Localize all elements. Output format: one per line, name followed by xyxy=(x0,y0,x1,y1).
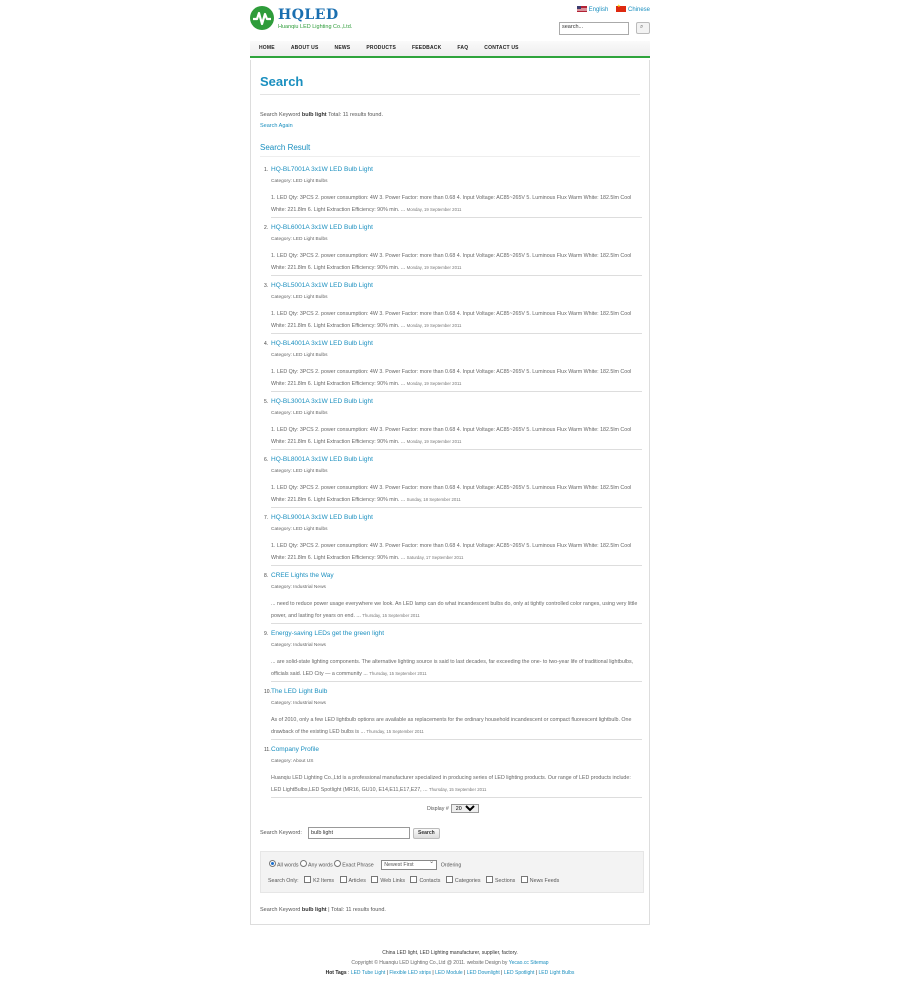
result-category: Category: About US xyxy=(271,759,314,764)
list-item: 5. HQ-BL3001A 3x1W LED Bulb Light Category: LED Light Bulbs 1. LED Qty: 3PCS 2. power consumption: 4W 3. Power Factor: more than 0.68 4. Input Voltage: AC85~265V 5. Luminous Flux Warm White: 182.5lm Cool White: 221.8lm 6. Light Extraction Efficiency: 90% min. ... Monday, 19 September 2011 xyxy=(260,393,642,451)
result-title-link[interactable]: HQ-BL9001A 3x1W LED Bulb Light xyxy=(271,514,373,521)
result-title-link[interactable]: Energy-saving LEDs get the green light xyxy=(271,630,385,637)
checkbox-k2-items[interactable] xyxy=(304,876,311,883)
page-title: Search xyxy=(260,74,304,89)
ordering-label: Ordering xyxy=(440,862,462,869)
result-title-link[interactable]: HQ-BL3001A 3x1W LED Bulb Light xyxy=(271,398,373,405)
result-category: Category: Industrial News xyxy=(271,643,326,648)
nav-home[interactable]: HOME xyxy=(259,45,275,51)
result-description: As of 2010, only a few LED lightbulb options are available as replacements for the ordinary household incandescent or compact fluorescent lightbulb. One drawback of the existing LED bulbs is ... Thursday, 15 September 2011 xyxy=(271,717,632,735)
main-nav xyxy=(250,41,650,58)
hot-tag-link[interactable]: LED Spotlight xyxy=(503,970,535,976)
nav-news[interactable]: NEWS xyxy=(334,45,351,51)
header-search-input[interactable]: search... xyxy=(559,22,629,35)
result-title-link[interactable]: HQ-BL4001A 3x1W LED Bulb Light xyxy=(271,340,373,347)
result-category: Category: LED Light Bulbs xyxy=(271,469,328,474)
ordering-select[interactable]: Newest First ⌄ xyxy=(381,860,437,870)
list-item: 10. The LED Light Bulb Category: Industrial News As of 2010, only a few LED lightbulb options are available as replacements for the ordinary household incandescent or compact fluorescent lightbulb. One drawback of the existing LED bulbs is ... Thursday, 15 September 2011 xyxy=(260,683,642,741)
result-title-link[interactable]: HQ-BL5001A 3x1W LED Bulb Light xyxy=(271,282,373,289)
logo-wave-icon xyxy=(250,6,274,30)
nav-about-us[interactable]: ABOUT US xyxy=(290,45,319,51)
lang-english-link[interactable]: English xyxy=(588,7,609,13)
list-item: 4. HQ-BL4001A 3x1W LED Bulb Light Category: LED Light Bulbs 1. LED Qty: 3PCS 2. power consumption: 4W 3. Power Factor: more than 0.68 4. Input Voltage: AC85~265V 5. Luminous Flux Warm White: 182.5lm Cool White: 221.8lm 6. Light Extraction Efficiency: 90% min. ... Monday, 19 September 2011 xyxy=(260,335,642,393)
nav-feedback[interactable]: FEEDBACK xyxy=(412,45,442,51)
us-flag-icon[interactable] xyxy=(577,6,587,12)
result-description: 1. LED Qty: 3PCS 2. power consumption: 4W 3. Power Factor: more than 0.68 4. Input Voltage: AC85~265V 5. Luminous Flux Warm White: 182.5lm Cool White: 221.8lm 6. Light Extraction Efficiency: 90% min. ... Monday, 19 September 2011 xyxy=(271,311,632,329)
divider xyxy=(260,156,640,157)
result-description: 1. LED Qty: 3PCS 2. power consumption: 4W 3. Power Factor: more than 0.68 4. Input Voltage: AC85~265V 5. Luminous Flux Warm White: 182.5lm Cool White: 221.8lm 6. Light Extraction Efficiency: 90% min. ... Sunday, 18 September 2011 xyxy=(271,485,632,503)
logo-subtitle: Huanqiu LED Lighting Co.,Ltd. xyxy=(278,24,353,30)
result-description: 1. LED Qty: 3PCS 2. power consumption: 4W 3. Power Factor: more than 0.68 4. Input Voltage: AC85~265V 5. Luminous Flux Warm White: 182.5lm Cool White: 221.8lm 6. Light Extraction Efficiency: 90% min. ... Monday, 19 September 2011 xyxy=(271,195,632,213)
footer-hot-tags: Hot Tags : LED Tube Light | Flexible LED strips | LED Module | LED Downlight | LED Spotlight | LED Light Bulbs xyxy=(325,970,575,976)
footer xyxy=(0,948,900,978)
result-category: Category: Industrial News xyxy=(271,701,326,706)
language-switcher xyxy=(577,6,650,13)
result-title-link[interactable]: Company Profile xyxy=(271,746,320,753)
result-category: Category: Industrial News xyxy=(271,585,326,590)
radio-exact-phrase[interactable] xyxy=(334,860,341,867)
list-item: 9. Energy-saving LEDs get the green light Category: Industrial News ... are solid-state lighting components. The alternative lighting source is said to last decades, far exceeding the one- to two-year life of traditional lightbulbs, officials said. LED City — a community ... Thursday, 15 September 2011 xyxy=(260,625,642,683)
display-count: Display # 20 xyxy=(427,804,479,813)
result-category: Category: LED Light Bulbs xyxy=(271,411,328,416)
content-box xyxy=(250,60,650,925)
result-title-link[interactable]: HQ-BL6001A 3x1W LED Bulb Light xyxy=(271,224,373,231)
search-keyword-label: Search Keyword: xyxy=(260,830,302,836)
nav-contact-us[interactable]: CONTACT US xyxy=(484,45,519,51)
checkbox-web-links[interactable] xyxy=(371,876,378,883)
sitemap-link[interactable]: Sitemap xyxy=(530,960,549,966)
result-category: Category: LED Light Bulbs xyxy=(271,295,328,300)
logo-title: HQLED xyxy=(278,7,339,23)
hot-tag-link[interactable]: LED Light Bulbs xyxy=(538,970,575,976)
list-item: 11. Company Profile Category: About US Huanqiu LED Lighting Co.,Ltd is a professional manufacturer specialized in producing series of LED lighting products. Our range of LED products include: LED LightBulbs,LED Spotlight (MR16, GU10, E14,E11,E17,E27, ... Thursday, 15 September 2011 xyxy=(260,741,642,799)
search-keyword: bulb light xyxy=(301,112,327,118)
list-item: 7. HQ-BL9001A 3x1W LED Bulb Light Category: LED Light Bulbs 1. LED Qty: 3PCS 2. power consumption: 4W 3. Power Factor: more than 0.68 4. Input Voltage: AC85~265V 5. Luminous Flux Warm White: 182.5lm Cool White: 221.8lm 6. Light Extraction Efficiency: 90% min. ... Saturday, 17 September 2011 xyxy=(260,509,642,567)
results-list xyxy=(260,161,642,799)
lang-chinese-link[interactable]: Chinese xyxy=(627,7,650,13)
search-options-panel xyxy=(260,851,644,893)
result-description: 1. LED Qty: 3PCS 2. power consumption: 4W 3. Power Factor: more than 0.68 4. Input Voltage: AC85~265V 5. Luminous Flux Warm White: 182.5lm Cool White: 221.8lm 6. Light Extraction Efficiency: 90% min. ... Monday, 19 September 2011 xyxy=(271,427,632,445)
result-category: Category: LED Light Bulbs xyxy=(271,353,328,358)
list-item: 1. HQ-BL7001A 3x1W LED Bulb Light Category: LED Light Bulbs 1. LED Qty: 3PCS 2. power consumption: 4W 3. Power Factor: more than 0.68 4. Input Voltage: AC85~265V 5. Luminous Flux Warm White: 182.5lm Cool White: 221.8lm 6. Light Extraction Efficiency: 90% min. ... Monday, 19 September 2011 xyxy=(260,161,642,219)
checkbox-news-feeds[interactable] xyxy=(521,876,528,883)
hot-tag-link[interactable]: LED Tube Light xyxy=(350,970,386,976)
bottom-search-summary: Search Keyword bulb light | Total: 11 results found. xyxy=(260,907,386,913)
result-description: ... need to reduce power usage everywhere we look. An LED lamp can do what incandescent bulbs do, only at tightly controlled color ranges, using very little power, and lasting for years on end. ... Thursday, 15 September 2011 xyxy=(271,601,638,619)
list-item: 8. CREE Lights the Way Category: Industrial News ... need to reduce power usage everywhere we look. An LED lamp can do what incandescent bulbs do, only at tightly controlled color ranges, using very little power, and lasting for years on end. ... Thursday, 15 September 2011 xyxy=(260,567,642,625)
result-description: ... are solid-state lighting components. The alternative lighting source is said to last decades, far exceeding the one- to two-year life of traditional lightbulbs, officials said. LED City — a community ... Thursday, 15 September 2011 xyxy=(271,659,634,677)
hot-tag-link[interactable]: Flexible LED strips xyxy=(389,970,432,976)
result-title-link[interactable]: The LED Light Bulb xyxy=(271,688,328,695)
nav-products[interactable]: PRODUCTS xyxy=(366,45,397,51)
hot-tag-link[interactable]: LED Module xyxy=(435,970,463,976)
result-category: Category: LED Light Bulbs xyxy=(271,179,328,184)
search-result-heading: Search Result xyxy=(260,143,311,152)
header-search-button[interactable] xyxy=(636,22,650,34)
result-description: Huanqiu LED Lighting Co.,Ltd is a professional manufacturer specialized in producing series of LED lighting products. Our range of LED products include: LED LightBulbs,LED Spotlight (MR16, GU10, E14,E11,E17,E27, ... Thursday, 15 September 2011 xyxy=(271,775,631,793)
result-title-link[interactable]: CREE Lights the Way xyxy=(271,572,334,579)
radio-any-words[interactable] xyxy=(300,860,307,867)
checkbox-sections[interactable] xyxy=(486,876,493,883)
search-keyword-input[interactable] xyxy=(308,827,410,839)
display-count-select[interactable] xyxy=(451,804,479,813)
hot-tag-link[interactable]: LED Downlight xyxy=(466,970,500,976)
list-item: 2. HQ-BL6001A 3x1W LED Bulb Light Category: LED Light Bulbs 1. LED Qty: 3PCS 2. power consumption: 4W 3. Power Factor: more than 0.68 4. Input Voltage: AC85~265V 5. Luminous Flux Warm White: 182.5lm Cool White: 221.8lm 6. Light Extraction Efficiency: 90% min. ... Monday, 19 September 2011 xyxy=(260,219,642,277)
result-title-link[interactable]: HQ-BL7001A 3x1W LED Bulb Light xyxy=(271,166,373,173)
result-category: Category: LED Light Bulbs xyxy=(271,527,328,532)
china-flag-icon[interactable] xyxy=(616,6,626,12)
list-item: 3. HQ-BL5001A 3x1W LED Bulb Light Category: LED Light Bulbs 1. LED Qty: 3PCS 2. power consumption: 4W 3. Power Factor: more than 0.68 4. Input Voltage: AC85~265V 5. Luminous Flux Warm White: 182.5lm Cool White: 221.8lm 6. Light Extraction Efficiency: 90% min. ... Monday, 19 September 2011 xyxy=(260,277,642,335)
search-button[interactable]: Search xyxy=(413,828,440,839)
nav-faq[interactable]: FAQ xyxy=(457,45,469,51)
radio-all-words[interactable] xyxy=(269,860,276,867)
designer-link[interactable]: Yecao.cc xyxy=(508,960,529,966)
checkbox-contacts[interactable] xyxy=(410,876,417,883)
result-category: Category: LED Light Bulbs xyxy=(271,237,328,242)
footer-tagline: China LED light, LED Lighting manufacturer, supplier, factory. xyxy=(382,950,518,956)
checkbox-categories[interactable] xyxy=(446,876,453,883)
match-options: All words Any words Exact Phrase Newest First ⌄ Ordering xyxy=(269,860,461,870)
logo[interactable] xyxy=(250,6,370,32)
list-item: 6. HQ-BL8001A 3x1W LED Bulb Light Category: LED Light Bulbs 1. LED Qty: 3PCS 2. power consumption: 4W 3. Power Factor: more than 0.68 4. Input Voltage: AC85~265V 5. Luminous Flux Warm White: 182.5lm Cool White: 221.8lm 6. Light Extraction Efficiency: 90% min. ... Sunday, 18 September 2011 xyxy=(260,451,642,509)
result-description: 1. LED Qty: 3PCS 2. power consumption: 4W 3. Power Factor: more than 0.68 4. Input Voltage: AC85~265V 5. Luminous Flux Warm White: 182.5lm Cool White: 221.8lm 6. Light Extraction Efficiency: 90% min. ... Monday, 19 September 2011 xyxy=(271,369,632,387)
result-description: 1. LED Qty: 3PCS 2. power consumption: 4W 3. Power Factor: more than 0.68 4. Input Voltage: AC85~265V 5. Luminous Flux Warm White: 182.5lm Cool White: 221.8lm 6. Light Extraction Efficiency: 90% min. ... Monday, 19 September 2011 xyxy=(271,253,632,271)
search-only-options: Search Only: K2 Items Articles Web Links Contacts Categories Sections News Feeds xyxy=(268,878,560,884)
result-description: 1. LED Qty: 3PCS 2. power consumption: 4W 3. Power Factor: more than 0.68 4. Input Voltage: AC85~265V 5. Luminous Flux Warm White: 182.5lm Cool White: 221.8lm 6. Light Extraction Efficiency: 90% min. ... Saturday, 17 September 2011 xyxy=(271,543,632,561)
search-again-link[interactable]: Search Again xyxy=(260,123,293,129)
search-summary: Search Keyword bulb light Total: 11 results found. xyxy=(260,112,384,118)
result-title-link[interactable]: HQ-BL8001A 3x1W LED Bulb Light xyxy=(271,456,373,463)
checkbox-articles[interactable] xyxy=(340,876,347,883)
search-icon: ⌕ xyxy=(640,24,644,30)
divider xyxy=(260,94,640,95)
footer-copyright: Copyright © Huanqiu LED Lighting Co.,Ltd @ 2011. website Design by Yecao.cc Sitemap xyxy=(351,960,549,966)
